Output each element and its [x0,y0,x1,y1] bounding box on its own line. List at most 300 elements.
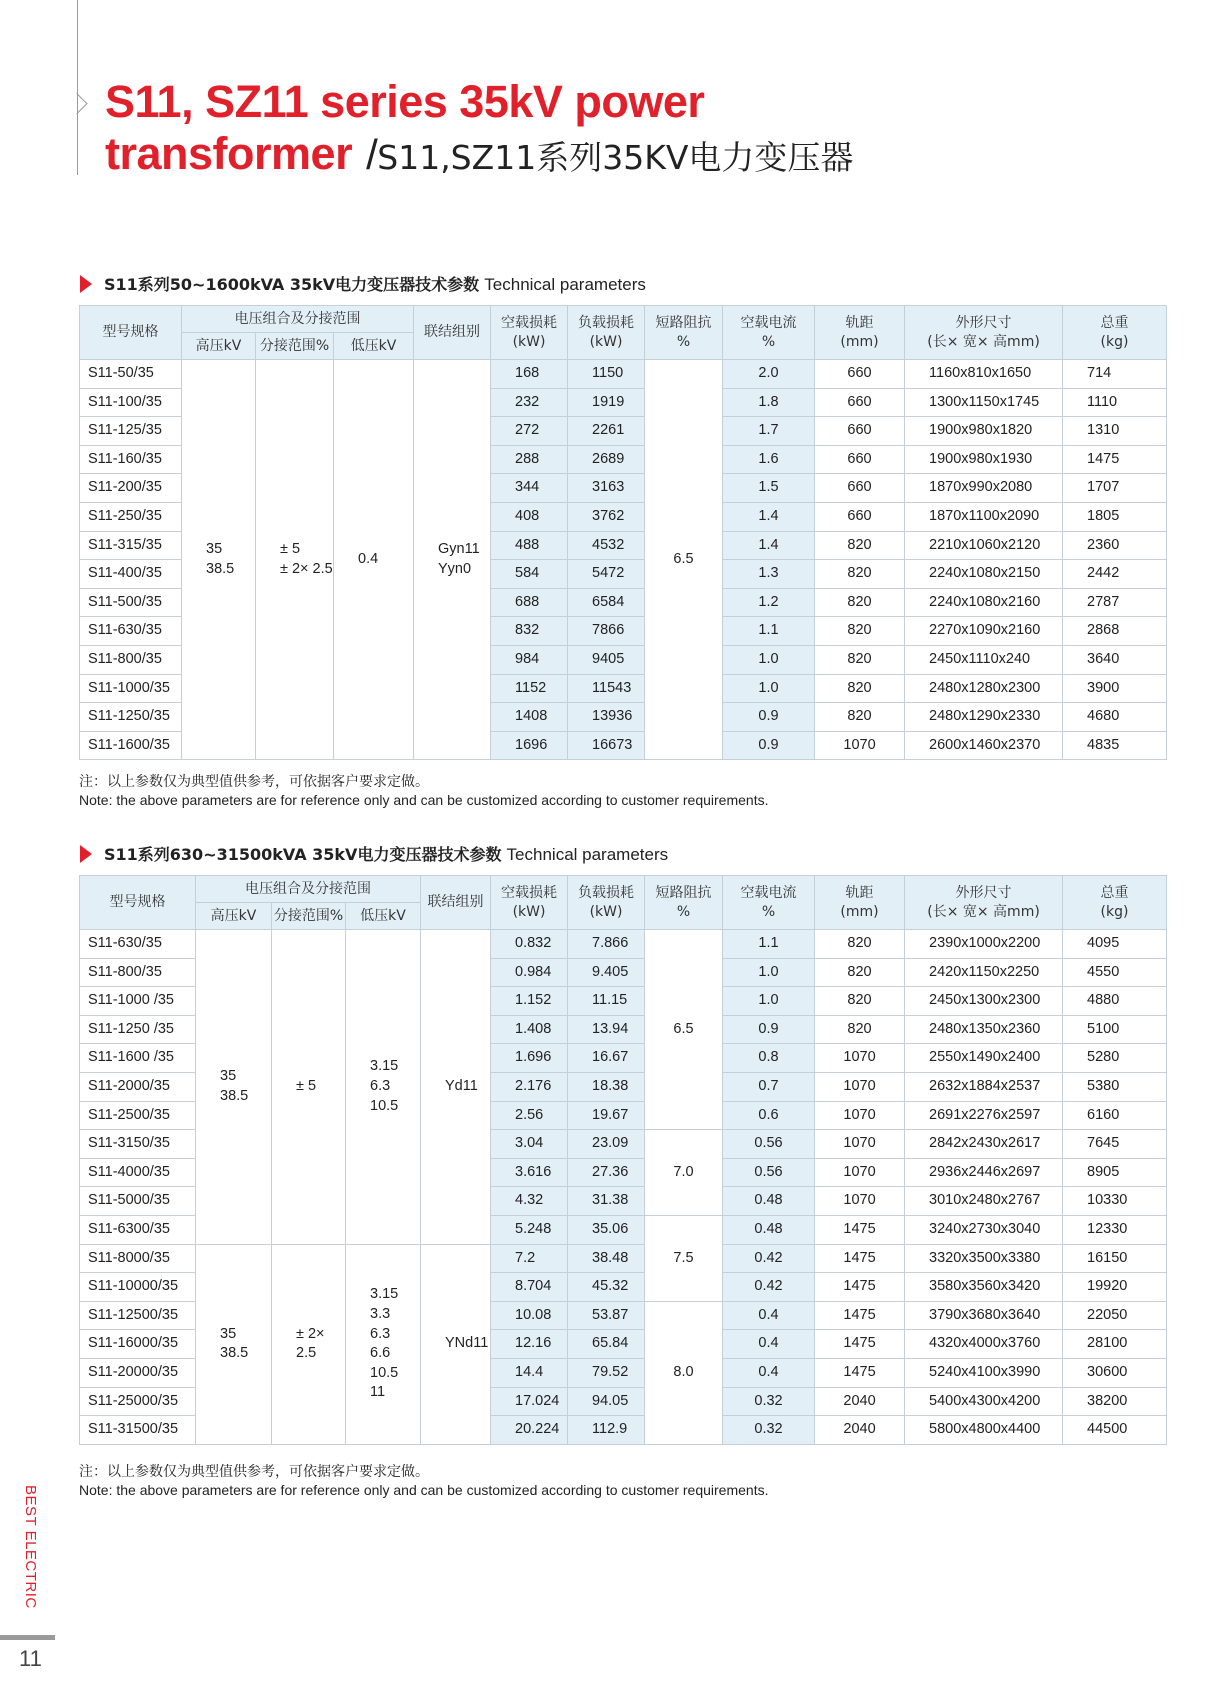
table-2-note [79,1463,768,1499]
cell-dimensions: 2240x1080x2150 [905,560,1063,589]
cell-lv-line: 10.5 [370,1097,399,1114]
cell-weight: 1110 [1063,388,1167,417]
cell-model: S11-315/35 [80,531,182,560]
cell-hv-line: 35 [220,1068,237,1085]
cell-load-loss: 23.09 [568,1130,645,1159]
cell-model: S11-2500/35 [80,1101,196,1130]
cell-model: S11-16000/35 [80,1330,196,1359]
cell-track-gauge: 1475 [815,1273,905,1302]
col-track-gauge: 轨距 (mm) [815,876,905,930]
cell-track-gauge: 820 [815,930,905,959]
cell-impedance: 6.5 [645,930,723,1130]
cell-noload-loss: 344 [491,474,568,503]
spec-table-2 [79,875,1167,1445]
cell-noload-loss: 688 [491,588,568,617]
cell-load-loss: 35.06 [568,1215,645,1244]
cell-noload-loss: 1.152 [491,987,568,1016]
col-hv: 高压kV [196,903,272,930]
cell-noload-current: 1.4 [723,531,815,560]
cell-noload-loss: 3.616 [491,1158,568,1187]
cell-lv [346,1244,421,1444]
cell-noload-current: 0.48 [723,1215,815,1244]
cell-connection-line: Gyn11 [438,541,480,558]
cell-noload-loss: 17.024 [491,1387,568,1416]
cell-weight: 2787 [1063,588,1167,617]
cell-noload-loss: 20.224 [491,1416,568,1445]
cell-load-loss: 19.67 [568,1101,645,1130]
cell-impedance: 8.0 [645,1301,723,1444]
cell-dimensions: 2842x2430x2617 [905,1130,1063,1159]
cell-noload-loss: 2.176 [491,1072,568,1101]
page-title-cn: S11,SZ11系列35KV电力变压器 [377,138,854,177]
cell-dimensions: 2270x1090x2160 [905,617,1063,646]
cell-weight: 22050 [1063,1301,1167,1330]
cell-noload-loss: 272 [491,417,568,446]
cell-dimensions: 3240x2730x3040 [905,1215,1063,1244]
page-number-bar [0,1635,55,1640]
cell-noload-current: 1.6 [723,445,815,474]
cell-lv-line: 11 [370,1384,386,1401]
brand-vertical-text: BEST ELECTRIC [22,1485,39,1609]
cell-load-loss: 9405 [568,645,645,674]
cell-weight: 38200 [1063,1387,1167,1416]
cell-dimensions: 1900x980x1930 [905,445,1063,474]
cell-dimensions: 1300x1150x1745 [905,388,1063,417]
cell-track-gauge: 660 [815,445,905,474]
cell-load-loss: 9.405 [568,958,645,987]
cell-noload-current: 0.6 [723,1101,815,1130]
cell-model: S11-125/35 [80,417,182,446]
cell-dimensions: 3580x3560x3420 [905,1273,1063,1302]
cell-track-gauge: 1475 [815,1215,905,1244]
col-impedance: 短路阻抗 % [645,306,723,360]
cell-load-loss: 7.866 [568,930,645,959]
cell-load-loss: 94.05 [568,1387,645,1416]
cell-noload-loss: 288 [491,445,568,474]
title-slash: / [366,131,378,178]
cell-weight: 8905 [1063,1158,1167,1187]
cell-lv-line: 3.15 [370,1058,399,1075]
cell-load-loss: 2689 [568,445,645,474]
cell-noload-loss: 584 [491,560,568,589]
cell-noload-loss: 832 [491,617,568,646]
cell-noload-current: 0.4 [723,1358,815,1387]
cell-model: S11-1600 /35 [80,1044,196,1073]
cell-model: S11-400/35 [80,560,182,589]
cell-model: S11-1000/35 [80,674,182,703]
cell-load-loss: 16.67 [568,1044,645,1073]
cell-weight: 3900 [1063,674,1167,703]
cell-hv-line: 35 [220,1325,237,1342]
cell-model: S11-630/35 [80,930,196,959]
cell-track-gauge: 820 [815,1015,905,1044]
cell-weight: 4680 [1063,703,1167,732]
cell-noload-current: 1.2 [723,588,815,617]
cell-track-gauge: 1070 [815,1158,905,1187]
col-hv: 高压kV [182,333,256,360]
cell-load-loss: 1919 [568,388,645,417]
cell-model: S11-25000/35 [80,1387,196,1416]
cell-load-loss: 7866 [568,617,645,646]
cell-load-loss: 53.87 [568,1301,645,1330]
cell-noload-current: 0.8 [723,1044,815,1073]
cell-impedance: 7.5 [645,1215,723,1301]
cell-noload-loss: 488 [491,531,568,560]
cell-track-gauge: 660 [815,360,905,389]
cell-weight: 1805 [1063,502,1167,531]
cell-track-gauge: 1070 [815,1072,905,1101]
cell-connection: YNd11 [421,1244,491,1444]
cell-dimensions: 2480x1290x2330 [905,703,1063,732]
cell-load-loss: 3762 [568,502,645,531]
cell-load-loss: 79.52 [568,1358,645,1387]
cell-weight: 1475 [1063,445,1167,474]
note-en: Note: the above parameters are for reference only and can be customized according to customer requirements. [79,792,769,808]
cell-model: S11-50/35 [80,360,182,389]
cell-noload-loss: 1408 [491,703,568,732]
cell-track-gauge: 820 [815,617,905,646]
cell-track-gauge: 2040 [815,1387,905,1416]
col-model: 型号规格 [80,306,182,360]
cell-track-gauge: 1070 [815,1044,905,1073]
cell-lv-line: 6.3 [370,1325,391,1342]
cell-dimensions: 2936x2446x2697 [905,1158,1063,1187]
cell-track-gauge: 820 [815,674,905,703]
cell-weight: 4835 [1063,731,1167,760]
section-title-1-en: Technical parameters [484,275,646,294]
col-noload-current: 空载电流 % [723,306,815,360]
cell-dimensions: 2240x1080x2160 [905,588,1063,617]
col-noload-loss: 空载损耗 (kW) [491,306,568,360]
cell-model: S11-4000/35 [80,1158,196,1187]
cell-weight: 7645 [1063,1130,1167,1159]
cell-dimensions: 1160x810x1650 [905,360,1063,389]
cell-track-gauge: 1070 [815,1187,905,1216]
col-load-loss: 负载损耗 (kW) [568,306,645,360]
cell-weight: 2360 [1063,531,1167,560]
cell-weight: 1707 [1063,474,1167,503]
cell-noload-current: 0.7 [723,1072,815,1101]
cell-model: S11-200/35 [80,474,182,503]
cell-model: S11-8000/35 [80,1244,196,1273]
cell-noload-loss: 1152 [491,674,568,703]
header-divider-line [77,0,78,175]
cell-noload-current: 1.7 [723,417,815,446]
cell-lv [346,930,421,1245]
col-tap: 分接范围% [256,333,334,360]
cell-noload-current: 1.5 [723,474,815,503]
cell-noload-current: 0.9 [723,703,815,732]
cell-track-gauge: 820 [815,703,905,732]
cell-hv [196,930,272,1245]
cell-dimensions: 1870x990x2080 [905,474,1063,503]
cell-track-gauge: 1070 [815,731,905,760]
cell-load-loss: 6584 [568,588,645,617]
cell-track-gauge: 660 [815,417,905,446]
cell-lv-line: 3.3 [370,1305,391,1322]
cell-noload-loss: 7.2 [491,1244,568,1273]
col-noload-current: 空载电流 % [723,876,815,930]
cell-dimensions: 2210x1060x2120 [905,531,1063,560]
cell-load-loss: 27.36 [568,1158,645,1187]
cell-track-gauge: 820 [815,588,905,617]
cell-weight: 30600 [1063,1358,1167,1387]
cell-load-loss: 11543 [568,674,645,703]
cell-model: S11-160/35 [80,445,182,474]
cell-model: S11-31500/35 [80,1416,196,1445]
col-weight: 总重 (kg) [1063,306,1167,360]
cell-tap: ± 5 [272,930,346,1245]
col-weight: 总重 (kg) [1063,876,1167,930]
cell-noload-current: 0.4 [723,1330,815,1359]
cell-noload-current: 1.0 [723,987,815,1016]
cell-noload-loss: 0.832 [491,930,568,959]
cell-noload-current: 0.42 [723,1244,815,1273]
note-en: Note: the above parameters are for reference only and can be customized according to customer requirements. [79,1482,769,1498]
cell-track-gauge: 2040 [815,1416,905,1445]
cell-lv-line: 10.5 [370,1364,399,1381]
cell-noload-current: 0.32 [723,1416,815,1445]
cell-noload-loss: 10.08 [491,1301,568,1330]
cell-model: S11-20000/35 [80,1358,196,1387]
cell-model: S11-1000 /35 [80,987,196,1016]
cell-model: S11-800/35 [80,958,196,987]
cell-noload-loss: 3.04 [491,1130,568,1159]
cell-hv-line: 38.5 [220,1087,249,1104]
cell-model: S11-5000/35 [80,1187,196,1216]
cell-track-gauge: 820 [815,531,905,560]
cell-load-loss: 38.48 [568,1244,645,1273]
cell-noload-current: 1.1 [723,930,815,959]
col-lv: 低压kV [346,903,421,930]
section-title-2 [80,842,668,865]
cell-weight: 714 [1063,360,1167,389]
cell-track-gauge: 1475 [815,1330,905,1359]
note-cn: 注：以上参数仅为典型值供参考，可依据客户要求定做。 [79,1464,429,1480]
cell-weight: 2442 [1063,560,1167,589]
cell-dimensions: 2691x2276x2597 [905,1101,1063,1130]
red-triangle-icon [80,845,92,863]
cell-track-gauge: 1070 [815,1101,905,1130]
cell-dimensions: 1900x980x1820 [905,417,1063,446]
cell-noload-current: 0.56 [723,1130,815,1159]
cell-load-loss: 1150 [568,360,645,389]
cell-track-gauge: 1070 [815,1130,905,1159]
cell-load-loss: 3163 [568,474,645,503]
cell-noload-current: 1.3 [723,560,815,589]
cell-track-gauge: 820 [815,987,905,1016]
cell-weight: 2868 [1063,617,1167,646]
cell-load-loss: 65.84 [568,1330,645,1359]
cell-model: S11-630/35 [80,617,182,646]
cell-noload-current: 2.0 [723,360,815,389]
section-title-2-cn: S11系列630~31500kVA 35kV电力变压器技术参数 [104,845,502,864]
cell-weight: 4550 [1063,958,1167,987]
cell-hv [182,360,256,760]
cell-tap-line: ± 5 [280,541,301,558]
cell-model: S11-12500/35 [80,1301,196,1330]
cell-dimensions: 2420x1150x2250 [905,958,1063,987]
cell-connection-line: Yyn0 [438,560,472,577]
cell-load-loss: 11.15 [568,987,645,1016]
cell-noload-loss: 12.16 [491,1330,568,1359]
col-dimensions: 外形尺寸 (长× 宽× 高mm) [905,876,1063,930]
cell-weight: 3640 [1063,645,1167,674]
cell-noload-current: 1.8 [723,388,815,417]
cell-dimensions: 5800x4800x4400 [905,1416,1063,1445]
cell-dimensions: 5240x4100x3990 [905,1358,1063,1387]
cell-model: S11-3150/35 [80,1130,196,1159]
cell-track-gauge: 1475 [815,1301,905,1330]
col-noload-loss: 空载损耗 (kW) [491,876,568,930]
cell-weight: 16150 [1063,1244,1167,1273]
cell-dimensions: 1870x1100x2090 [905,502,1063,531]
cell-load-loss: 18.38 [568,1072,645,1101]
cell-noload-current: 1.0 [723,958,815,987]
table-row [80,1244,1167,1273]
cell-noload-loss: 984 [491,645,568,674]
cell-noload-loss: 4.32 [491,1187,568,1216]
cell-model: S11-10000/35 [80,1273,196,1302]
cell-model: S11-1600/35 [80,731,182,760]
cell-track-gauge: 820 [815,958,905,987]
cell-hv-line: 38.5 [206,560,235,577]
cell-model: S11-800/35 [80,645,182,674]
cell-lv: 0.4 [334,360,414,760]
cell-weight: 4880 [1063,987,1167,1016]
col-impedance: 短路阻抗 % [645,876,723,930]
col-model: 型号规格 [80,876,196,930]
red-triangle-icon [80,275,92,293]
cell-noload-loss: 168 [491,360,568,389]
cell-load-loss: 13936 [568,703,645,732]
header-chevron-icon [66,93,87,114]
cell-impedance: 6.5 [645,360,723,760]
cell-model: S11-2000/35 [80,1072,196,1101]
cell-lv-line: 6.6 [370,1345,391,1362]
cell-noload-current: 1.0 [723,674,815,703]
cell-track-gauge: 660 [815,502,905,531]
cell-dimensions: 4320x4000x3760 [905,1330,1063,1359]
cell-weight: 10330 [1063,1187,1167,1216]
cell-hv-line: 38.5 [220,1345,249,1362]
cell-noload-current: 0.9 [723,1015,815,1044]
cell-noload-loss: 5.248 [491,1215,568,1244]
col-voltage-group: 电压组合及分接范围 [196,876,421,903]
cell-dimensions: 5400x4300x4200 [905,1387,1063,1416]
cell-load-loss: 112.9 [568,1416,645,1445]
cell-model: S11-1250/35 [80,703,182,732]
cell-noload-loss: 1.696 [491,1044,568,1073]
cell-dimensions: 3010x2480x2767 [905,1187,1063,1216]
cell-weight: 5380 [1063,1072,1167,1101]
page-title-line1: S11, SZ11 series 35kV power [105,76,705,127]
cell-load-loss: 45.32 [568,1273,645,1302]
col-connection: 联结组别 [421,876,491,930]
page-title-word: transformer [105,128,353,179]
table-row [80,930,1167,959]
cell-tap-line: ± 2× 2.5 [280,560,333,577]
cell-load-loss: 31.38 [568,1187,645,1216]
cell-noload-current: 0.48 [723,1187,815,1216]
cell-connection [414,360,491,760]
cell-dimensions: 2550x1490x2400 [905,1044,1063,1073]
cell-track-gauge: 660 [815,474,905,503]
table-1-note [79,773,768,809]
cell-noload-loss: 232 [491,388,568,417]
col-dimensions: 外形尺寸 (长× 宽× 高mm) [905,306,1063,360]
cell-load-loss: 2261 [568,417,645,446]
cell-noload-loss: 2.56 [491,1101,568,1130]
note-cn: 注：以上参数仅为典型值供参考，可依据客户要求定做。 [79,774,429,790]
cell-lv-line: 3.15 [370,1286,399,1303]
cell-weight: 1310 [1063,417,1167,446]
cell-weight: 12330 [1063,1215,1167,1244]
col-track-gauge: 轨距 (mm) [815,306,905,360]
cell-connection: Yd11 [421,930,491,1245]
cell-model: S11-6300/35 [80,1215,196,1244]
cell-load-loss: 4532 [568,531,645,560]
cell-track-gauge: 820 [815,560,905,589]
col-lv: 低压kV [334,333,414,360]
cell-dimensions: 2600x1460x2370 [905,731,1063,760]
cell-track-gauge: 1475 [815,1358,905,1387]
cell-noload-current: 1.0 [723,645,815,674]
cell-noload-loss: 14.4 [491,1358,568,1387]
spec-table-1 [79,305,1167,760]
cell-dimensions: 2450x1110x240 [905,645,1063,674]
cell-dimensions: 2480x1280x2300 [905,674,1063,703]
cell-track-gauge: 820 [815,645,905,674]
col-load-loss: 负载损耗 (kW) [568,876,645,930]
cell-noload-loss: 1696 [491,731,568,760]
section-title-1-cn: S11系列50~1600kVA 35kV电力变压器技术参数 [104,275,480,294]
cell-model: S11-500/35 [80,588,182,617]
cell-noload-loss: 0.984 [491,958,568,987]
cell-tap: ± 2× 2.5 [272,1244,346,1444]
cell-weight: 5100 [1063,1015,1167,1044]
cell-dimensions: 3790x3680x3640 [905,1301,1063,1330]
cell-hv-line: 35 [206,541,223,558]
cell-dimensions: 2632x1884x2537 [905,1072,1063,1101]
cell-load-loss: 5472 [568,560,645,589]
col-connection: 联结组别 [414,306,491,360]
page-title-line2 [105,128,853,180]
cell-tap [256,360,334,760]
cell-dimensions: 3320x3500x3380 [905,1244,1063,1273]
cell-noload-loss: 1.408 [491,1015,568,1044]
cell-hv [196,1244,272,1444]
cell-weight: 44500 [1063,1416,1167,1445]
cell-noload-loss: 8.704 [491,1273,568,1302]
cell-noload-current: 1.4 [723,502,815,531]
cell-weight: 19920 [1063,1273,1167,1302]
cell-model: S11-1250 /35 [80,1015,196,1044]
cell-lv-line: 6.3 [370,1077,391,1094]
cell-model: S11-250/35 [80,502,182,531]
cell-weight: 6160 [1063,1101,1167,1130]
cell-noload-current: 1.1 [723,617,815,646]
section-title-1 [80,272,646,295]
cell-dimensions: 2450x1300x2300 [905,987,1063,1016]
section-title-2-en: Technical parameters [506,845,669,864]
cell-dimensions: 2480x1350x2360 [905,1015,1063,1044]
cell-weight: 4095 [1063,930,1167,959]
cell-load-loss: 16673 [568,731,645,760]
page-number: 11 [19,1646,42,1671]
cell-noload-current: 0.42 [723,1273,815,1302]
cell-model: S11-100/35 [80,388,182,417]
